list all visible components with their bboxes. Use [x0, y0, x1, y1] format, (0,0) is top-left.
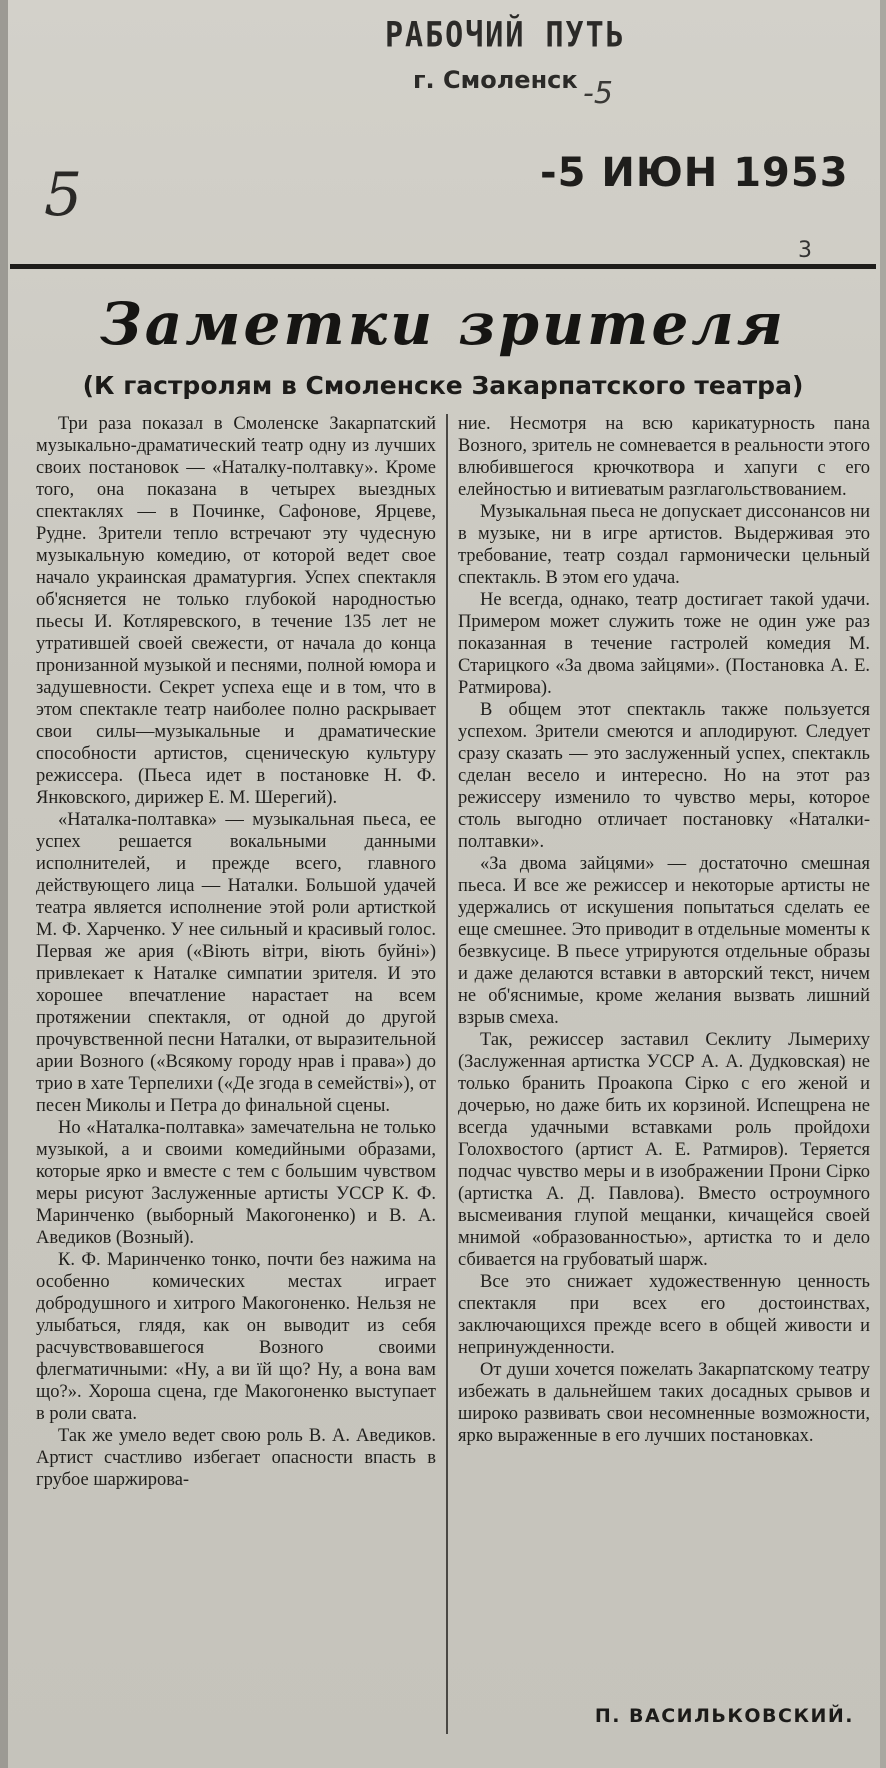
paragraph: К. Ф. Маринченко тонко, почти без нажима на особенно комических местах играет добродушного и хитрого Макогоненко. Нельзя не улыбаться, глядя, как он выводит из себя расчувствовавшегося Возного своими флегматичными: «Ну, а ви їй що? Ну, а вона вам що?». Хороша сцена, где Макогоненко выступает в роли свата. [36, 1250, 436, 1424]
right-column [458, 413, 870, 1735]
article-subtitle: (К гастролям в Смоленске Закарпатского театра) [82, 371, 804, 400]
paragraph: Не всегда, однако, театр достигает такой удачи. Примером может служить тоже не один уже раз показанная в течение гастролей комедия М. Старицкого «За двома зайцями». (Постановка А. Е. Ратмирова). [458, 590, 870, 698]
paragraph: Музыкальная пьеса не допускает диссонансов ни в музыке, ни в игре артистов. Выдерживая это требование, театр создал гармонически цельный спектакль. В этом его удача. [458, 502, 870, 588]
paragraph: В общем этот спектакль также пользуется успехом. Зрители смеются и аплодируют. Следует сразу сказать — это заслуженный успех, спектакль сделан весело и интересно. Но на этот раз режиссеру изменило то чувство меры, которое столь выгодно отличает постановку «Наталки-полтавки». [458, 700, 870, 852]
article-title: Заметки зрителя [99, 290, 787, 358]
handwritten-city-mark: -5 [583, 76, 613, 111]
clipping-right-edge [880, 0, 886, 1768]
newspaper-name-stamp: РАБОЧИЙ ПУТЬ [385, 15, 626, 56]
handwritten-number: 5 [44, 160, 83, 230]
paragraph: Три раза показал в Смоленске Закарпатский музыкально-драматический театр одну из лучших своих постановок — «Наталку-полтавку». Кроме того, она показана в четырех выездных спектаклях — в Починке, Сафонове, Ярцеве, Рудне. Зрители тепло встречают эту чудесную музыкальную комедию, от которой ведет свое начало украинская драматургия. Успех спектакля об'ясняется не только глубокой народностью пьесы И. Котляревского, в течение 135 лет не утратившей своей свежести, от начала до конца пронизанной музыкой и песнями, полной юмора и задушевности. Секрет успеха еще и в том, что в этом спектакле театр наиболее полно раскрывает свои силы—музыкальные и драматические способности артистов, сценическую культуру режиссера. (Пьеса идет в постановке Н. Ф. Янковского, дирижер Е. М. Шерегий). [36, 414, 436, 808]
date-stamp: -5 ИЮН 1953 [540, 150, 849, 196]
header-divider [10, 264, 876, 269]
paragraph: Так же умело ведет свою роль В. А. Аведиков. Артист счастливо избегает опасности впасть в грубое шаржирова- [36, 1426, 436, 1490]
city-stamp: г. Смоленск [413, 66, 578, 94]
archive-header [0, 0, 886, 265]
author-signature: П. ВАСИЛЬКОВСКИЙ. [594, 1705, 854, 1727]
paragraph: «Наталка-полтавка» — музыкальная пьеса, ее успех решается вокальными данными исполнителей, и прежде всего, главного действующего лица — Наталки. Большой удачей театра является исполнение этой роли артисткой М. Ф. Харченко. У нее сильный и красивый голос. Первая же ария («Віють вітри, віють буйні») привлекает к Наталке симпатии зрителя. И это хорошее впечатление нарастает на всем протяжении спектакля, от одной до другой прочувственной песни Наталки, от выразительной арии Возного («Всякому городу нрав і права») до трио в хате Терпелихи («Де згода в семействі»), от песен Миколы и Петра до финальной сцены. [36, 810, 436, 1116]
paragraph: Все это снижает художественную ценность спектакля при всех его достоинствах, заключающихся прежде всего в общей живости и непринужденности. [458, 1272, 870, 1358]
clipping-left-edge [0, 0, 8, 1768]
paragraph: «За двома зайцями» — достаточно смешная пьеса. И все же режиссер и некоторые артисты не удержались от искушения попытаться сделать ее еще смешнее. Это приводит в отдельные моменты к безвкусице. В пьесе утрируются отдельные образы и даже делаются вставки в авторский текст, ничем не об'яснимые, кроме желания вызвать лишний взрыв смеха. [458, 854, 870, 1028]
paragraph: ние. Несмотря на всю карикатурность пана Возного, зритель не сомневается в реальности этого влюбившегося крючкотвора и хапуги с его елейностью и витиеватым разглагольствованием. [458, 414, 870, 500]
paragraph: От души хочется пожелать Закарпатскому театру избежать в дальнейшем таких досадных срывов и широко развивать свои несомненные возможности, ярко выраженные в его лучших постановках. [458, 1360, 870, 1446]
paragraph: Но «Наталка-полтавка» замечательна не только музыкой, а и своими комедийными образами, которые ярко и вместе с тем с большим чувством меры рисуют Заслуженные артисты УССР К. Ф. Маринченко (выборный Макогоненко) и В. А. Аведиков (Возный). [36, 1118, 436, 1248]
paragraph: Так, режиссер заставил Секлиту Лымериху (Заслуженная артистка УССР А. А. Дудковская) не только бранить Проакопа Сірко с его женой и дочерью, но даже бить их корзиной. Испещрена не всегда удачными вставками роль пройдохи Голохвостого (артист А. Е. Ратмиров). Теряется подчас чувство меры и в изображении Прони Сірко (артистка А. Д. Павлова). Вместо остроумного высмеивания глупой мещанки, кичащейся своей мнимой «образованностью», артистка то и дело сбивается на грубоватый шарж. [458, 1030, 870, 1270]
column-divider [446, 414, 448, 1734]
left-column [36, 413, 436, 1735]
page-number: 3 [798, 238, 812, 263]
